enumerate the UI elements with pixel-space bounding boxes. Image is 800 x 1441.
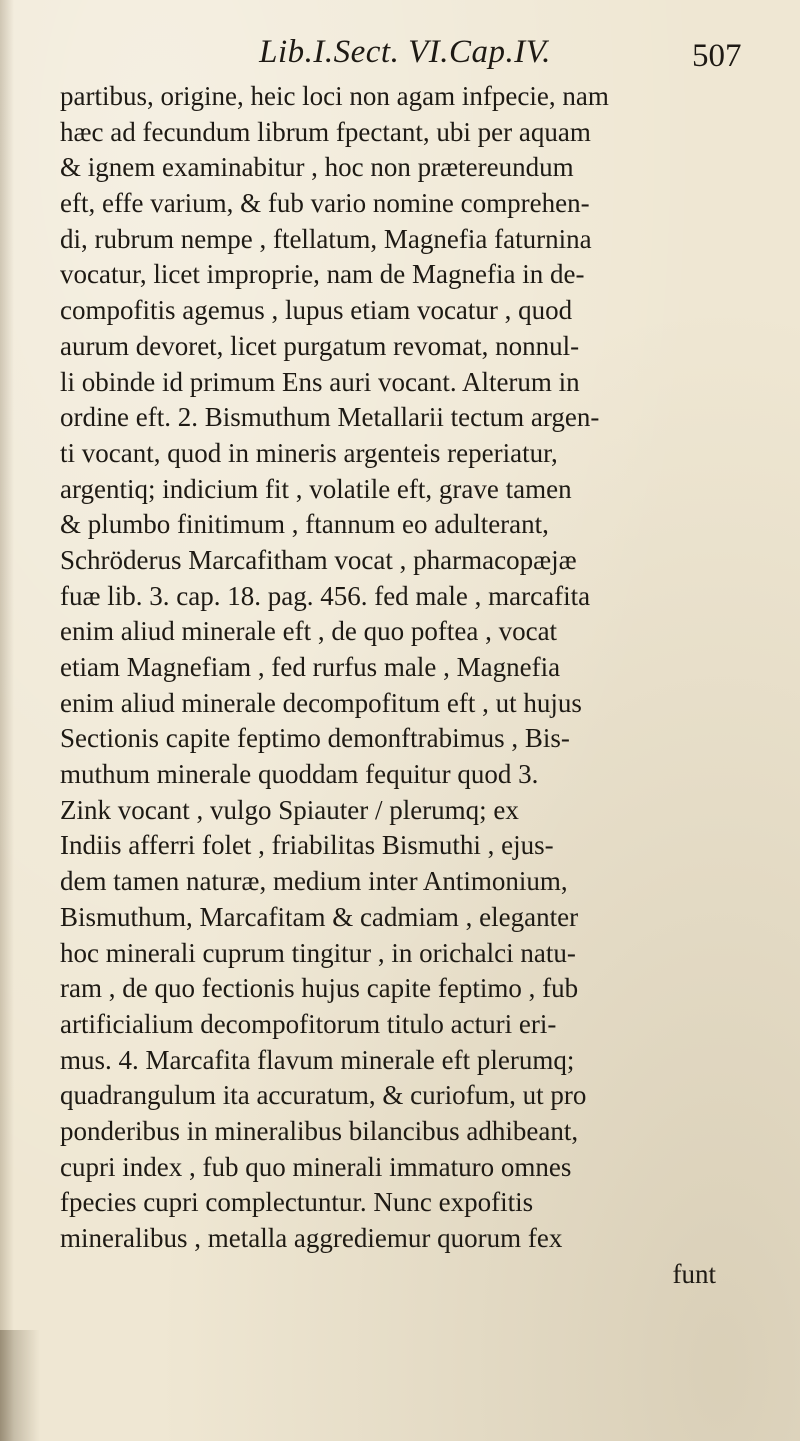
text-line: argentiq; indicium fit , volatile eft, grave tamen <box>60 473 572 504</box>
text-line: artificialium decompofitorum titulo acturi eri- <box>60 1008 557 1039</box>
text-line: mineralibus , metalla aggrediemur quorum fex <box>60 1223 563 1253</box>
text-line: hoc minerali cuprum tingitur , in orichalci natu- <box>60 937 576 968</box>
gutter-shadow <box>0 0 14 1441</box>
text-line: mus. 4. Marcafita flavum minerale eft plerumq; <box>60 1044 575 1075</box>
text-line: & ignem examinabitur , hoc non prætereundum <box>60 152 574 183</box>
text-line: dem tamen naturæ, medium inter Antimonium, <box>60 866 568 897</box>
text-line: & plumbo finitimum , ftannum eo adulterant, <box>60 509 549 540</box>
catchword: funt <box>672 1258 716 1289</box>
text-line: Schröderus Marcafitham vocat , pharmacopæjæ <box>60 544 577 575</box>
text-line: muthum minerale quoddam fequitur quod 3. <box>60 759 539 790</box>
running-head: Lib.I.Sect. VI.Cap.IV. <box>259 34 551 70</box>
text-line: Bismuthum, Marcafitam & cadmiam , eleganter <box>60 901 579 932</box>
text-line: Indiis afferri folet , friabilitas Bismuthi , ejus- <box>60 830 554 861</box>
text-line: cupri index , fub quo minerali immaturo omnes <box>60 1151 572 1182</box>
text-line: fpecies cupri complectuntur. Nunc expofitis <box>60 1187 534 1218</box>
text-line: ram , de quo fectionis hujus capite feptimo , fub <box>60 973 579 1004</box>
text-line: hæc ad fecundum librum fpectant, ubi per aquam <box>60 116 591 147</box>
page-number: 507 <box>692 38 742 74</box>
text-line: Sectionis capite feptimo demonftrabimus , Bis- <box>60 723 570 754</box>
text-line: partibus, origine, heic loci non agam infpecie, nam <box>60 81 609 111</box>
text-line: di, rubrum nempe , ftellatum, Magnefia faturnina <box>60 223 592 254</box>
text-line: eft, effe varium, & fub vario nomine comprehen- <box>60 188 590 219</box>
text-line: Zink vocant , vulgo Spiauter / plerumq; ex <box>60 794 519 825</box>
text-line: vocatur, licet improprie, nam de Magnefia in de- <box>60 259 585 290</box>
text-line: quadrangulum ita accuratum, & curiofum, ut pro <box>60 1080 587 1111</box>
text-line: ordine eft. 2. Bismuthum Metallarii tectum argen- <box>60 402 600 433</box>
text-line: enim aliud minerale decompofitum eft , ut hujus <box>60 687 582 718</box>
text-line: enim aliud minerale eft , de quo poftea , vocat <box>60 616 558 647</box>
text-line: etiam Magnefiam , fed rurfus male , Magnefia <box>60 652 561 682</box>
binding-edge <box>0 1330 40 1441</box>
text-line: li obinde id primum Ens auri vocant. Alterum in <box>60 366 580 397</box>
body-text <box>60 79 776 1292</box>
text-line: ponderibus in mineralibus bilancibus adhibeant, <box>60 1115 579 1146</box>
text-line: ti vocant, quod in mineris argenteis reperiatur, <box>60 437 558 468</box>
text-line: compofitis agemus , lupus etiam vocatur , quod <box>60 295 573 326</box>
text-line: fuæ lib. 3. cap. 18. pag. 456. fed male , marcafita <box>60 580 591 611</box>
text-line: aurum devoret, licet purgatum revomat, nonnul- <box>60 330 580 361</box>
